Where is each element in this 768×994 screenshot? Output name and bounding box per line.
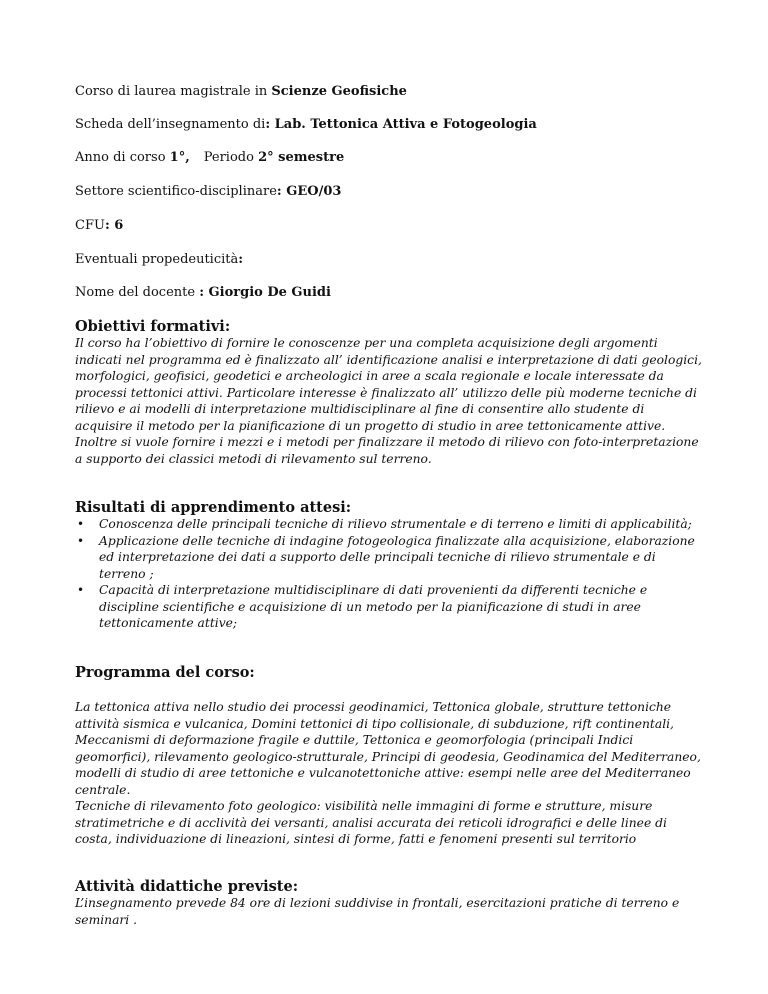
year-value: 1°, xyxy=(169,150,190,165)
sector-value: : GEO/03 xyxy=(276,184,342,199)
bullet-icon: • xyxy=(77,517,85,531)
outcomes-list xyxy=(75,516,700,632)
cfu-label: CFU xyxy=(75,218,105,233)
outcomes-heading: Risultati di apprendimento attesi: xyxy=(75,499,352,516)
bullet-icon: • xyxy=(77,583,85,597)
course-line xyxy=(75,117,537,133)
teacher-line xyxy=(75,285,331,301)
period-value: 2° semestre xyxy=(258,150,345,165)
year-label: Anno di corso xyxy=(75,150,170,165)
bullet-icon: • xyxy=(77,533,85,548)
teacher-label: Nome del docente xyxy=(75,285,200,300)
sector-label: Settore scientifico-disciplinare xyxy=(75,184,277,199)
degree-label: Corso di laurea magistrale in xyxy=(75,84,272,99)
cfu-line xyxy=(75,218,123,234)
course-value: : Lab. Tettonica Attiva e Fotogeologia xyxy=(265,117,537,132)
program-paragraph-2: Tecniche di rilevamento foto geologico: visibilità nelle immagini di forme e strutture, misure stratimetriche e di acclività dei versanti, analisi accurata dei reticoli idrografici e delle linee di costa, individuazione di lineazioni, sintesi di forme, fatti e fenomeni presenti sul territorio xyxy=(75,799,667,846)
objectives-paragraph-2: Inoltre si vuole fornire i mezzi e i metodi per finalizzare il metodo di rilievo con foto-interpretazione a supporto dei classici metodi di rilevamento sul terreno. xyxy=(75,435,699,466)
objectives-heading: Obiettivi formativi: xyxy=(75,318,231,335)
prereq-label: Eventuali propedeuticità xyxy=(75,252,239,267)
sector-line xyxy=(75,184,341,200)
year-period-line xyxy=(75,150,344,166)
cfu-value: : 6 xyxy=(104,218,124,233)
objectives-section xyxy=(75,335,705,467)
list-item: • Applicazione delle tecniche di indagine fotogeologica finalizzate alla acquisizione, elaborazione ed interpretazione dei dati a supporto delle principali tecniche di rilievo strumentale e di terreno ; xyxy=(77,533,695,581)
degree-line xyxy=(75,84,407,100)
list-item: • Capacità di interpretazione multidisciplinare di dati provenienti da differenti tecniche e discipline scientifiche e acquisizione di un metodo per la pianificazione di studi in aree tettonicamente attive; xyxy=(77,583,648,630)
period-label: Periodo xyxy=(203,150,259,165)
degree-value: Scienze Geofisiche xyxy=(271,84,407,99)
prereq-value: : xyxy=(238,252,244,267)
activities-heading: Attività didattiche previste: xyxy=(75,878,299,895)
course-label: Scheda dell’insegnamento di xyxy=(75,117,266,132)
list-item: • Conoscenza delle principali tecniche di rilievo strumentale e di terreno e limiti di applicabilità; xyxy=(77,517,692,531)
teacher-value: : Giorgio De Guidi xyxy=(199,285,331,300)
activities-section xyxy=(75,895,705,928)
program-heading: Programma del corso: xyxy=(75,664,255,681)
program-section xyxy=(75,699,705,848)
activities-paragraph: L’insegnamento prevede 84 ore di lezioni suddivise in frontali, esercitazioni pratiche di terreno e seminari . xyxy=(75,896,680,927)
objectives-paragraph: Il corso ha l’obiettivo di fornire le conoscenze per una completa acquisizione degli argomenti indicati nel programma ed è finalizzato all’ identificazione analisi e interpretazione di dati geologici, morfologici, geofisici, geodetici e archeologici in aree a scala regionale e locale interessate da processi tettonici attivi. Particolare interesse è finalizzato all’ utilizzo delle più moderne tecniche di rilievo e ai modelli di interpretazione multidisciplinare al fine di consentire allo studente di acquisire il metodo per la pianificazione di un progetto di studio in aree tettonicamente attive. xyxy=(75,336,702,433)
program-paragraph: La tettonica attiva nello studio dei processi geodinamici, Tettonica globale, strutture tettoniche attività sismica e vulcanica, Domini tettonici di tipo collisionale, di subduzione, rift continentali, Meccanismi di deformazione fragile e duttile, Tettonica e geomorfologia (principali Indici geomorfici), rilevamento geologico-strutturale, Principi di geodesia, Geodinamica del Mediterraneo, modelli di studio di aree tettoniche e vulcanotettoniche attive: esempi nelle aree del Mediterraneo centrale. xyxy=(75,700,701,797)
prereq-line xyxy=(75,252,243,268)
